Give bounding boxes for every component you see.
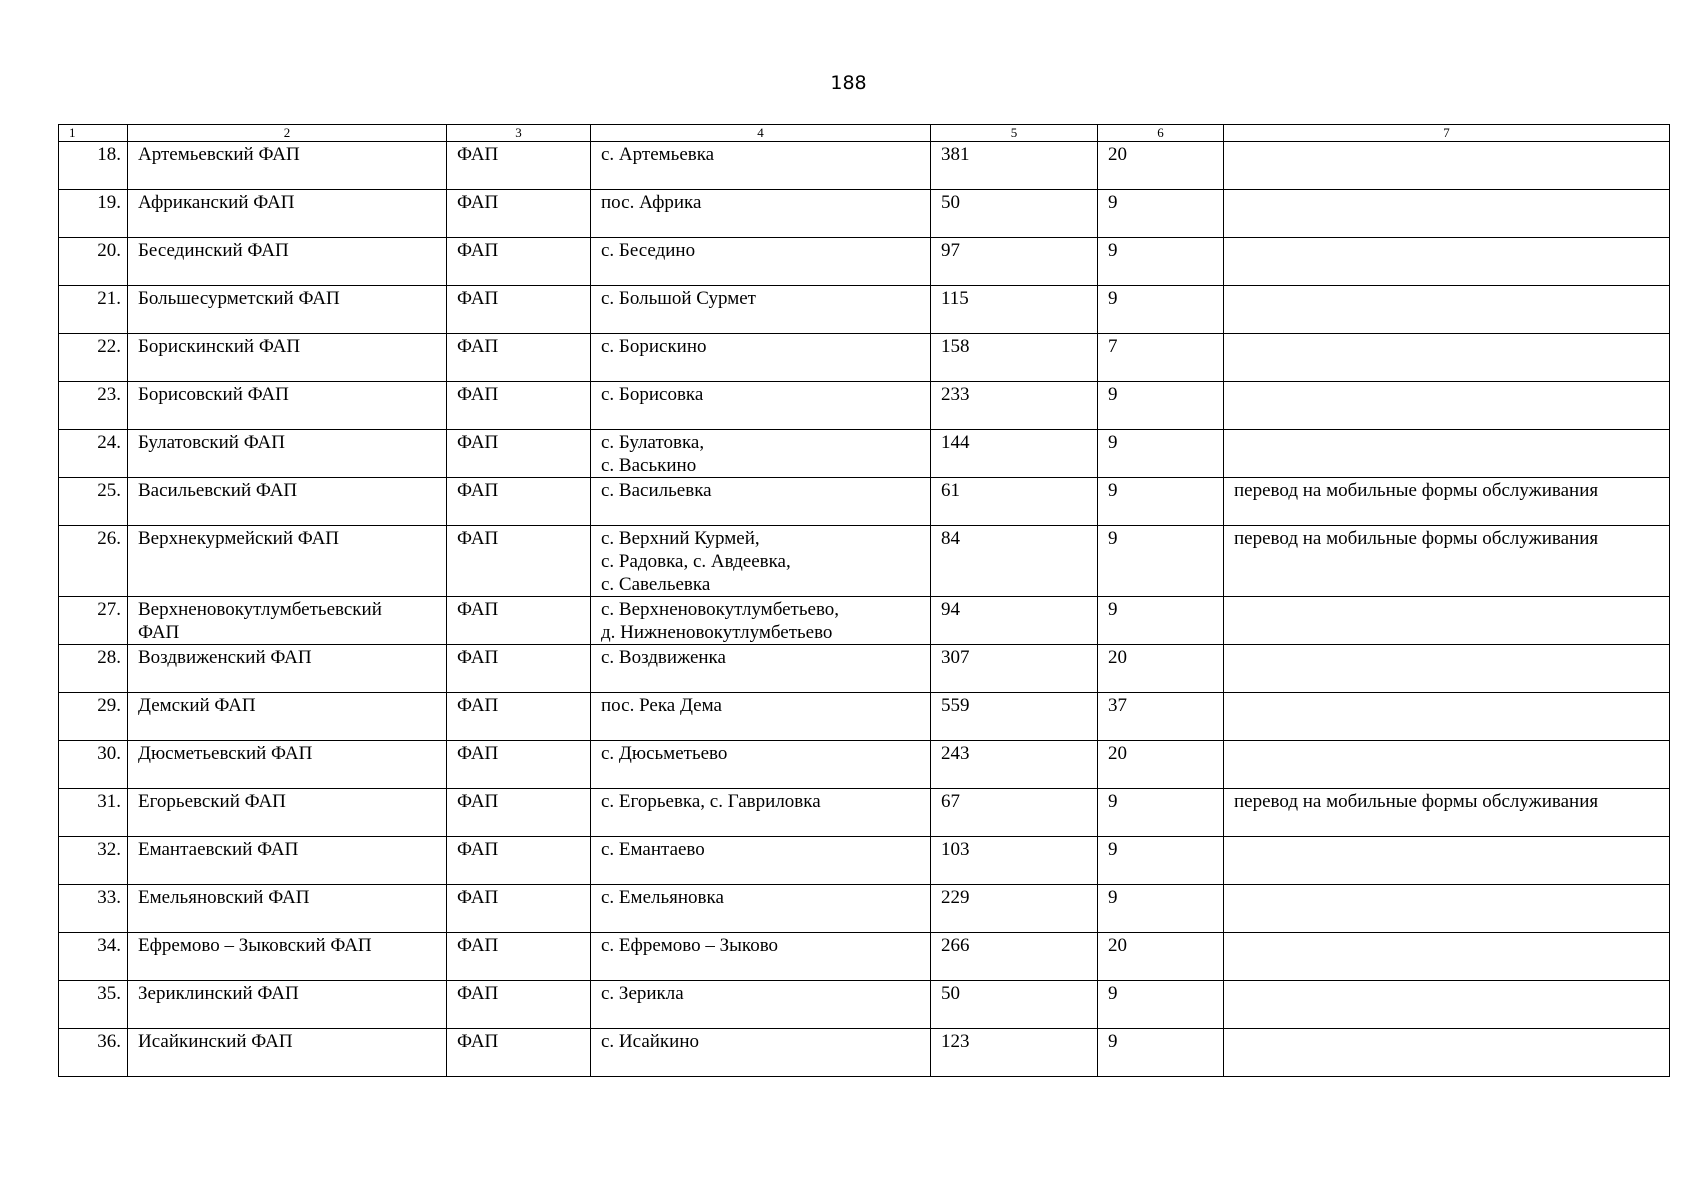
note-cell: перевод на мобильные формы обслуживания: [1224, 526, 1670, 597]
column-6-cell: 37: [1098, 693, 1224, 741]
facility-name-cell: [128, 789, 447, 837]
row-number-cell: 18.: [59, 142, 128, 190]
note-cell: [1224, 885, 1670, 933]
facility-type-cell: ФАП: [447, 741, 591, 789]
settlement-cell: [591, 286, 931, 334]
note-cell: перевод на мобильные формы обслуживания: [1224, 789, 1670, 837]
column-6-cell: 9: [1098, 478, 1224, 526]
table-row: [59, 933, 1670, 981]
column-header: 3: [447, 125, 591, 142]
facility-type-cell: ФАП: [447, 693, 591, 741]
settlement-cell: [591, 837, 931, 885]
facility-name-line: Емельяновский ФАП: [138, 887, 310, 908]
row-number-cell: 30.: [59, 741, 128, 789]
settlement-line: с. Борисовка: [601, 384, 704, 405]
facility-name-line: Ефремово – Зыковский ФАП: [138, 935, 372, 956]
settlement-cell: [591, 645, 931, 693]
column-6-cell: 9: [1098, 190, 1224, 238]
facility-name-cell: [128, 142, 447, 190]
facility-name-cell: [128, 382, 447, 430]
settlement-cell: [591, 478, 931, 526]
facility-type-cell: ФАП: [447, 334, 591, 382]
column-6-cell: 20: [1098, 142, 1224, 190]
settlement-line: с. Васькино: [601, 455, 697, 476]
row-number-cell: 24.: [59, 430, 128, 478]
facility-name-line: Верхнекурмейский ФАП: [138, 528, 340, 549]
row-number-cell: 25.: [59, 478, 128, 526]
table-row: [59, 142, 1670, 190]
settlement-line: пос. Река Дема: [601, 695, 722, 716]
facility-name-cell: [128, 645, 447, 693]
settlement-line: с. Борискино: [601, 336, 707, 357]
row-number-cell: 32.: [59, 837, 128, 885]
column-5-cell: 84: [931, 526, 1098, 597]
facility-name-line: Большесурметский ФАП: [138, 288, 340, 309]
settlement-line: с. Большой Сурмет: [601, 288, 756, 309]
facility-name-cell: [128, 526, 447, 597]
facility-type-cell: ФАП: [447, 478, 591, 526]
column-5-cell: 94: [931, 597, 1098, 645]
facility-name-cell: [128, 693, 447, 741]
facility-name-line: Воздвиженский ФАП: [138, 647, 312, 668]
settlement-cell: [591, 190, 931, 238]
facility-type-cell: ФАП: [447, 430, 591, 478]
table-row: [59, 286, 1670, 334]
note-cell: [1224, 286, 1670, 334]
facility-type-cell: ФАП: [447, 885, 591, 933]
note-cell: [1224, 142, 1670, 190]
row-number-cell: 35.: [59, 981, 128, 1029]
facility-type-cell: ФАП: [447, 238, 591, 286]
column-6-cell: 9: [1098, 837, 1224, 885]
column-5-cell: 158: [931, 334, 1098, 382]
facility-type-cell: ФАП: [447, 837, 591, 885]
column-5-cell: 50: [931, 190, 1098, 238]
settlement-line: с. Радовка, с. Авдеевка,: [601, 551, 791, 572]
facility-name-cell: [128, 430, 447, 478]
note-cell: [1224, 981, 1670, 1029]
settlement-cell: [591, 981, 931, 1029]
table-row: [59, 430, 1670, 478]
facility-name-line: Артемьевский ФАП: [138, 144, 300, 165]
column-6-cell: 20: [1098, 741, 1224, 789]
settlement-line: с. Беседино: [601, 240, 696, 261]
facility-type-cell: ФАП: [447, 789, 591, 837]
facility-type-cell: ФАП: [447, 286, 591, 334]
note-cell: [1224, 645, 1670, 693]
column-6-cell: 9: [1098, 597, 1224, 645]
facility-name-line: Африканский ФАП: [138, 192, 295, 213]
facility-name-line: Демский ФАП: [138, 695, 256, 716]
facility-type-cell: ФАП: [447, 933, 591, 981]
table-row: [59, 741, 1670, 789]
row-number-cell: 27.: [59, 597, 128, 645]
facility-name-line: Бесединский ФАП: [138, 240, 289, 261]
settlement-cell: [591, 597, 931, 645]
facility-type-cell: ФАП: [447, 645, 591, 693]
facility-name-cell: [128, 286, 447, 334]
column-5-cell: 61: [931, 478, 1098, 526]
table-header-row: [59, 125, 1670, 142]
column-5-cell: 67: [931, 789, 1098, 837]
facility-name-line: Зериклинский ФАП: [138, 983, 299, 1004]
settlement-line: с. Булатовка,: [601, 432, 705, 453]
row-number-cell: 23.: [59, 382, 128, 430]
settlement-line: с. Емантаево: [601, 839, 705, 860]
table-row: [59, 837, 1670, 885]
settlement-line: с. Зерикла: [601, 983, 684, 1004]
column-5-cell: 103: [931, 837, 1098, 885]
column-5-cell: 559: [931, 693, 1098, 741]
note-cell: [1224, 1029, 1670, 1077]
row-number-cell: 33.: [59, 885, 128, 933]
settlement-line: с. Артемьевка: [601, 144, 715, 165]
facility-name-line: Дюсметьевский ФАП: [138, 743, 313, 764]
table-row: [59, 1029, 1670, 1077]
row-number-cell: 26.: [59, 526, 128, 597]
column-5-cell: 307: [931, 645, 1098, 693]
row-number-cell: 28.: [59, 645, 128, 693]
settlement-cell: [591, 142, 931, 190]
column-6-cell: 9: [1098, 430, 1224, 478]
table-row: [59, 190, 1670, 238]
note-cell: [1224, 741, 1670, 789]
row-number-cell: 34.: [59, 933, 128, 981]
column-5-cell: 50: [931, 981, 1098, 1029]
settlement-line: с. Ефремово – Зыково: [601, 935, 779, 956]
column-6-cell: 9: [1098, 526, 1224, 597]
settlement-line: с. Егорьевка, с. Гавриловка: [601, 791, 821, 812]
row-number-cell: 21.: [59, 286, 128, 334]
facility-name-line: Исайкинский ФАП: [138, 1031, 293, 1052]
column-header: 1: [59, 125, 128, 142]
facility-name-cell: [128, 334, 447, 382]
settlement-line: д. Нижненовокутлумбетьево: [601, 622, 833, 643]
column-5-cell: 243: [931, 741, 1098, 789]
facility-name-cell: [128, 741, 447, 789]
column-6-cell: 9: [1098, 286, 1224, 334]
note-cell: перевод на мобильные формы обслуживания: [1224, 478, 1670, 526]
note-cell: [1224, 933, 1670, 981]
settlement-line: с. Емельяновка: [601, 887, 724, 908]
table-row: [59, 693, 1670, 741]
facility-name-cell: [128, 981, 447, 1029]
settlement-cell: [591, 526, 931, 597]
facility-name-cell: [128, 190, 447, 238]
facility-name-cell: [128, 478, 447, 526]
settlement-line: с. Дюсьметьево: [601, 743, 728, 764]
row-number-cell: 22.: [59, 334, 128, 382]
facility-name-line: Булатовский ФАП: [138, 432, 285, 453]
column-5-cell: 266: [931, 933, 1098, 981]
note-cell: [1224, 334, 1670, 382]
column-5-cell: 97: [931, 238, 1098, 286]
column-header: 2: [128, 125, 447, 142]
facility-type-cell: ФАП: [447, 382, 591, 430]
table-row: [59, 981, 1670, 1029]
column-5-cell: 229: [931, 885, 1098, 933]
note-cell: [1224, 837, 1670, 885]
settlement-line: с. Исайкино: [601, 1031, 699, 1052]
settlement-line: пос. Африка: [601, 192, 702, 213]
column-6-cell: 20: [1098, 933, 1224, 981]
settlement-line: с. Верхненовокутлумбетьево,: [601, 599, 840, 620]
table-row: [59, 478, 1670, 526]
column-5-cell: 144: [931, 430, 1098, 478]
note-cell: [1224, 430, 1670, 478]
settlement-line: с. Васильевка: [601, 480, 712, 501]
row-number-cell: 29.: [59, 693, 128, 741]
settlement-cell: [591, 693, 931, 741]
facility-name-line: Борисовский ФАП: [138, 384, 289, 405]
facility-name-cell: [128, 885, 447, 933]
column-5-cell: 233: [931, 382, 1098, 430]
facility-name-cell: [128, 238, 447, 286]
facility-type-cell: ФАП: [447, 526, 591, 597]
column-header: 4: [591, 125, 931, 142]
row-number-cell: 31.: [59, 789, 128, 837]
facility-name-cell: [128, 1029, 447, 1077]
facility-type-cell: ФАП: [447, 981, 591, 1029]
table-row: [59, 645, 1670, 693]
note-cell: [1224, 597, 1670, 645]
settlement-cell: [591, 1029, 931, 1077]
facility-name-cell: [128, 933, 447, 981]
settlement-cell: [591, 334, 931, 382]
column-6-cell: 9: [1098, 789, 1224, 837]
settlement-cell: [591, 382, 931, 430]
column-header: 5: [931, 125, 1098, 142]
facility-name-line: Емантаевский ФАП: [138, 839, 299, 860]
facility-name-line: Егорьевский ФАП: [138, 791, 286, 812]
column-5-cell: 115: [931, 286, 1098, 334]
column-header: 7: [1224, 125, 1670, 142]
settlement-cell: [591, 933, 931, 981]
row-number-cell: 19.: [59, 190, 128, 238]
column-6-cell: 9: [1098, 382, 1224, 430]
column-6-cell: 9: [1098, 885, 1224, 933]
facility-name-line: ФАП: [138, 622, 180, 643]
settlement-cell: [591, 238, 931, 286]
column-5-cell: 381: [931, 142, 1098, 190]
settlement-line: с. Савельевка: [601, 574, 711, 595]
facility-name-cell: [128, 597, 447, 645]
table-row: [59, 334, 1670, 382]
page-number: 188: [830, 72, 867, 94]
facility-name-line: Васильевский ФАП: [138, 480, 298, 501]
facility-name-cell: [128, 837, 447, 885]
facility-name-line: Верхненовокутлумбетьевский: [138, 599, 382, 620]
facility-type-cell: ФАП: [447, 597, 591, 645]
settlement-cell: [591, 430, 931, 478]
note-cell: [1224, 238, 1670, 286]
settlement-line: с. Верхний Курмей,: [601, 528, 760, 549]
note-cell: [1224, 190, 1670, 238]
facility-type-cell: ФАП: [447, 190, 591, 238]
column-6-cell: 20: [1098, 645, 1224, 693]
table-row: [59, 382, 1670, 430]
note-cell: [1224, 693, 1670, 741]
column-5-cell: 123: [931, 1029, 1098, 1077]
column-6-cell: 9: [1098, 1029, 1224, 1077]
settlement-line: с. Воздвиженка: [601, 647, 726, 668]
table-row: [59, 526, 1670, 597]
row-number-cell: 36.: [59, 1029, 128, 1077]
column-header: 6: [1098, 125, 1224, 142]
table-row: [59, 597, 1670, 645]
column-6-cell: 7: [1098, 334, 1224, 382]
settlement-cell: [591, 741, 931, 789]
table-row: [59, 789, 1670, 837]
facilities-table: [58, 124, 1670, 1077]
table-row: [59, 885, 1670, 933]
table-row: [59, 238, 1670, 286]
row-number-cell: 20.: [59, 238, 128, 286]
column-6-cell: 9: [1098, 238, 1224, 286]
settlement-cell: [591, 885, 931, 933]
column-6-cell: 9: [1098, 981, 1224, 1029]
facility-type-cell: ФАП: [447, 1029, 591, 1077]
note-cell: [1224, 382, 1670, 430]
facility-type-cell: ФАП: [447, 142, 591, 190]
settlement-cell: [591, 789, 931, 837]
facility-name-line: Борискинский ФАП: [138, 336, 301, 357]
